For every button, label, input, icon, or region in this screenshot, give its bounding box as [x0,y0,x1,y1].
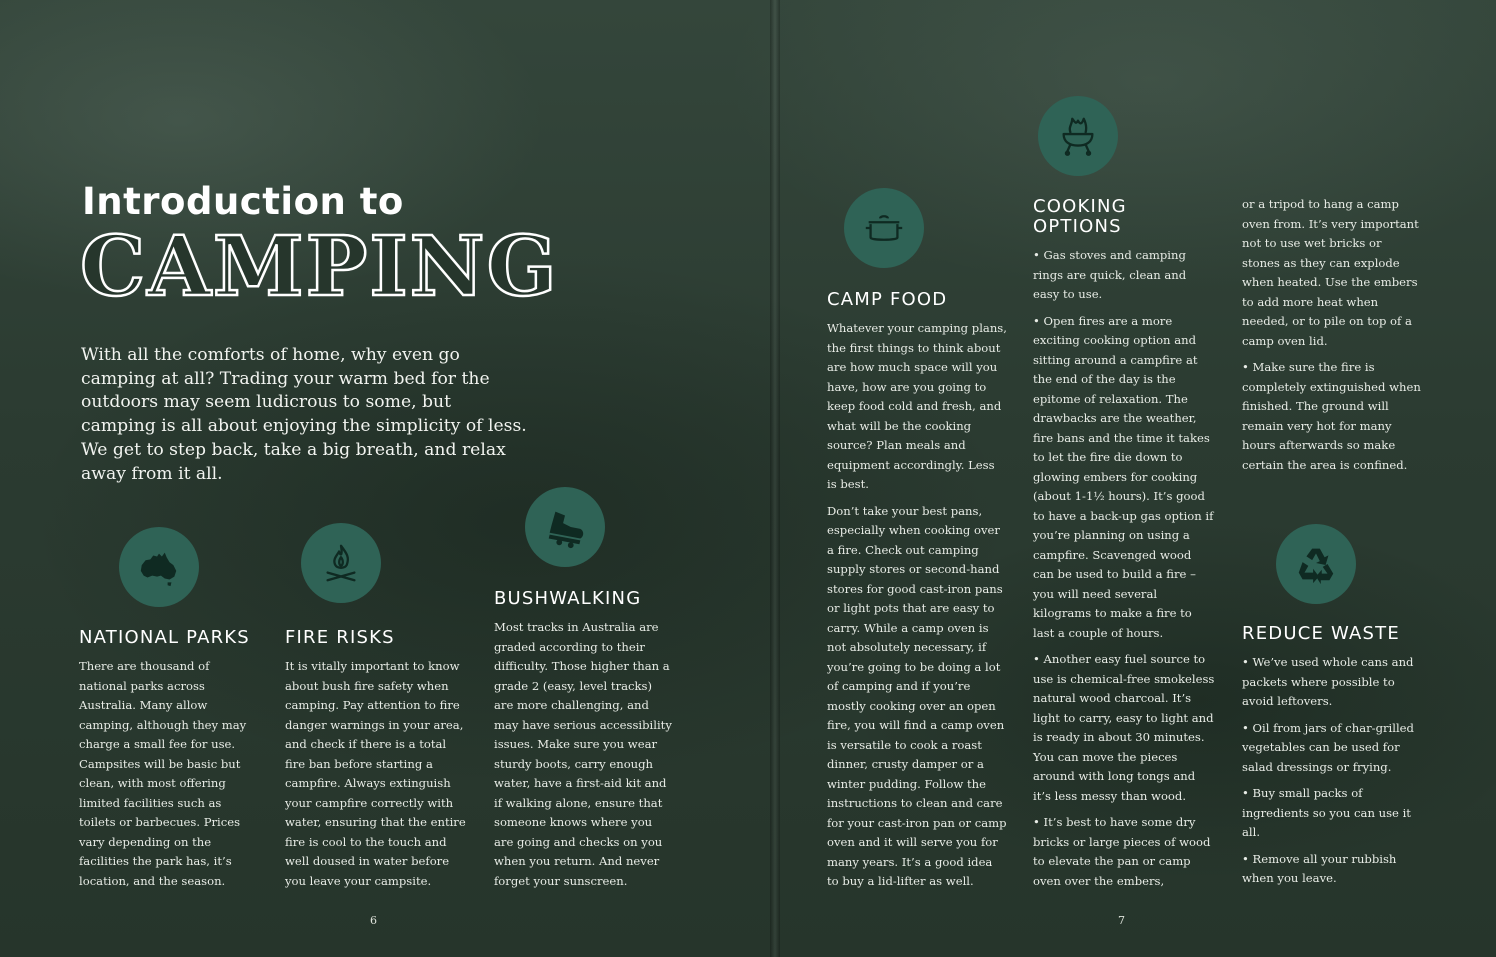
camp-food-heading: CAMP FOOD [827,289,948,310]
paragraph: It is vitally important to know about bush fire safety when camping. Pay attention to fire danger warnings in your area, and check if there is a total fire ban before starting a campfire. Always extinguish your campfire correctly with water, ensuring that the entire fire is cool to the touch and well doused in water before you leave your campsite. [285,659,466,888]
fire-risks-heading: FIRE RISKS [285,627,395,648]
title-camping: CAMPING [80,219,559,315]
flaming-grill-icon [1038,96,1118,176]
cooking-options-heading [1033,197,1127,237]
paragraph: There are thousand of national parks across Australia. Many allow camping, although they may charge a small fee for use. Campsites will be basic but clean, with most offering limited facilities such as toilets or barbecues. Prices vary depending on the facilities the park has, it’s location, and the season. [79,659,247,888]
cooking-options-continued-text [1242,195,1422,482]
national-parks-text [79,657,259,898]
camp-food-text [827,319,1007,899]
recycle-icon [1276,524,1356,604]
paragraph: • Gas stoves and camping rings are quick, clean and easy to use. [1033,248,1187,301]
bushwalking-text [494,618,674,898]
intro-paragraph: With all the comforts of home, why even go camping at all? Trading your warm bed for the outdoors may seem ludicrous to some, but camping is all about enjoying the simplicity of less. We get to step back, take a big breath, and relax away from it all. [81,345,527,484]
paragraph: • Another easy fuel source to use is chemical-free smokeless natural wood charcoal. It’s light to carry, easy to light and is ready in about 30 minutes. You can move the pieces around with long tongs and it’s less messy than wood. [1033,652,1215,803]
paragraph: • Buy small packs of ingredients so you can use it all. [1242,786,1411,839]
page-number-right: 7 [1118,914,1125,927]
heading-line: COOKING [1033,196,1127,217]
heading-line: OPTIONS [1033,216,1122,237]
national-parks-heading: NATIONAL PARKS [79,627,250,648]
paragraph: Whatever your camping plans, the first things to think about are how much space will you have, how are you going to keep food cold and fresh, and what will be the cooking source? Plan meals and equipment accordingly. Less is best. [827,321,1007,491]
title-intro-text: Introduction to [82,180,404,223]
reduce-waste-heading: REDUCE WASTE [1242,623,1400,644]
paragraph: • We’ve used whole cans and packets where possible to avoid leftovers. [1242,655,1414,708]
paragraph: • Open fires are a more exciting cooking option and sitting around a campfire at the end of the day is the epitome of relaxation. The drawbacks are the weather, fire bans and the time it takes to let the fire die down to glowing embers for cooking (about 1-1½ hours). It’s good to have a back-up gas option if you’re planning on using a campfire. Scavenged wood can be used to build a fire – you will need several kilograms to make a fire to last a couple of hours. [1033,313,1214,640]
paragraph: • Remove all your rubbish when you leave. [1242,851,1397,885]
paragraph: • Oil from jars of char-grilled vegetables can be used for salad dressings or frying. [1242,720,1414,774]
paragraph: or a tripod to hang a camp oven from. It’s very important not to use wet bricks or stones as they can explode when heated. Use the embers to add more heat when needed, or to pile on top of a camp oven lid. [1242,197,1419,348]
cooking-pot-icon [844,188,924,268]
paragraph: Most tracks in Australia are graded according to their difficulty. Those higher than a grade 2 (easy, level tracks) are more challenging, and may have serious accessibility issues. Make sure you wear sturdy boots, carry enough water, have a first-aid kit and if walking alone, ensure that someone knows where you are going and checks on you when you return. And never forget your sunscreen. [494,620,672,888]
page-number-left: 6 [370,914,377,927]
campfire-icon [301,523,381,603]
bushwalking-heading: BUSHWALKING [494,588,642,609]
australia-map-icon [119,527,199,607]
reduce-waste-text [1242,653,1422,896]
hiking-boot-icon [525,487,605,567]
fire-risks-text [285,657,467,898]
cooking-options-text [1033,246,1215,898]
paragraph: • Make sure the fire is completely extinguished when finished. The ground will remain very hot for many hours afterwards so make certain the area is confined. [1242,360,1421,472]
paragraph: Don’t take your best pans, especially when cooking over a fire. Check out camping supply stores or second-hand stores for good cast-iron pans or light pots that are easy to carry. While a camp oven is not absolutely necessary, if you’re going to be doing a lot of camping and if you’re mostly cooking over an open fire, you will find a camp oven is versatile to cook a roast dinner, crusty damper or a winter pudding. Follow the instructions to clean and care for your cast-iron pan or camp oven and it will serve you for many years. It’s a good idea to buy a lid-lifter as well. [827,503,1007,888]
paragraph: • It’s best to have some dry bricks or large pieces of wood to elevate the pan or camp oven over the embers, [1033,815,1211,888]
fabric-seam [770,0,780,957]
